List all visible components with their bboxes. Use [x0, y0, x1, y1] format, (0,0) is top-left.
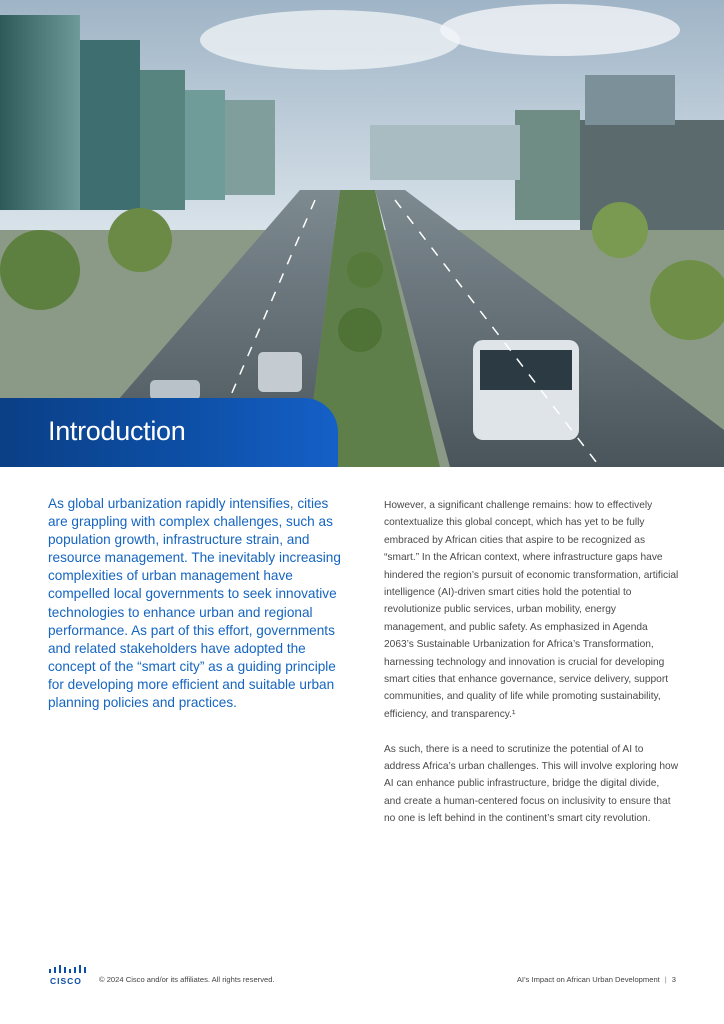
footer-separator: | [664, 975, 667, 984]
page-footer [0, 962, 724, 992]
footer-doc-title [517, 975, 676, 984]
section-title: Introduction [48, 416, 186, 446]
page-number: 3 [671, 975, 676, 984]
intro-lead-paragraph: As global urbanization rapidly intensifies, cities are grappling with complex challenges, such as population growth, infrastructure strain, and resource management. The inevitably increasing complexities of urban management have compelled local governments to seek innovative technologies to enhance urban and regional performance. As part of this effort, governments and related stakeholders have adopted the concept of the “smart city” as a guiding principle for developing more efficient and suitable urban planning policies and practices. [48, 496, 341, 711]
cisco-logo [48, 965, 88, 987]
intro-body [384, 497, 679, 845]
logo-text: CISCO [50, 976, 82, 986]
document-title: AI’s Impact on African Urban Development [516, 975, 660, 984]
hero-image [0, 0, 724, 467]
copyright-text: © 2024 Cisco and/or its affiliates. All rights reserved. [99, 975, 275, 984]
section-title-banner [0, 398, 338, 467]
body-paragraph-2: As such, there is a need to scrutinize the potential of AI to address Africa’s urban challenges. This will involve exploring how AI can enhance public infrastructure, bridge the digital divide, and create a human-centered focus on inclusivity to ensure that no one is left behind in the continent’s smart city revolution. [384, 743, 679, 825]
body-paragraph-1: However, a significant challenge remains: how to effectively contextualize this global concept, which has yet to be fully embraced by African cities that aspire to be recognized as “smart.” In the African context, where infrastructure gaps have hindered the region’s pursuit of economic transformation, artificial intelligence (AI)-driven smart cities hold the potential to revolutionize public services, urban mobility, energy management, and public safety. As emphasized in Agenda 2063’s Sustainable Urbanization for Africa’s Transformation, harnessing technology and innovation is crucial for developing smart cities that enhance governance, service delivery, support communities, and quality of life while promoting sustainability, efficiency, and transparency.¹ [384, 500, 679, 720]
cisco-bars-icon [48, 965, 88, 975]
